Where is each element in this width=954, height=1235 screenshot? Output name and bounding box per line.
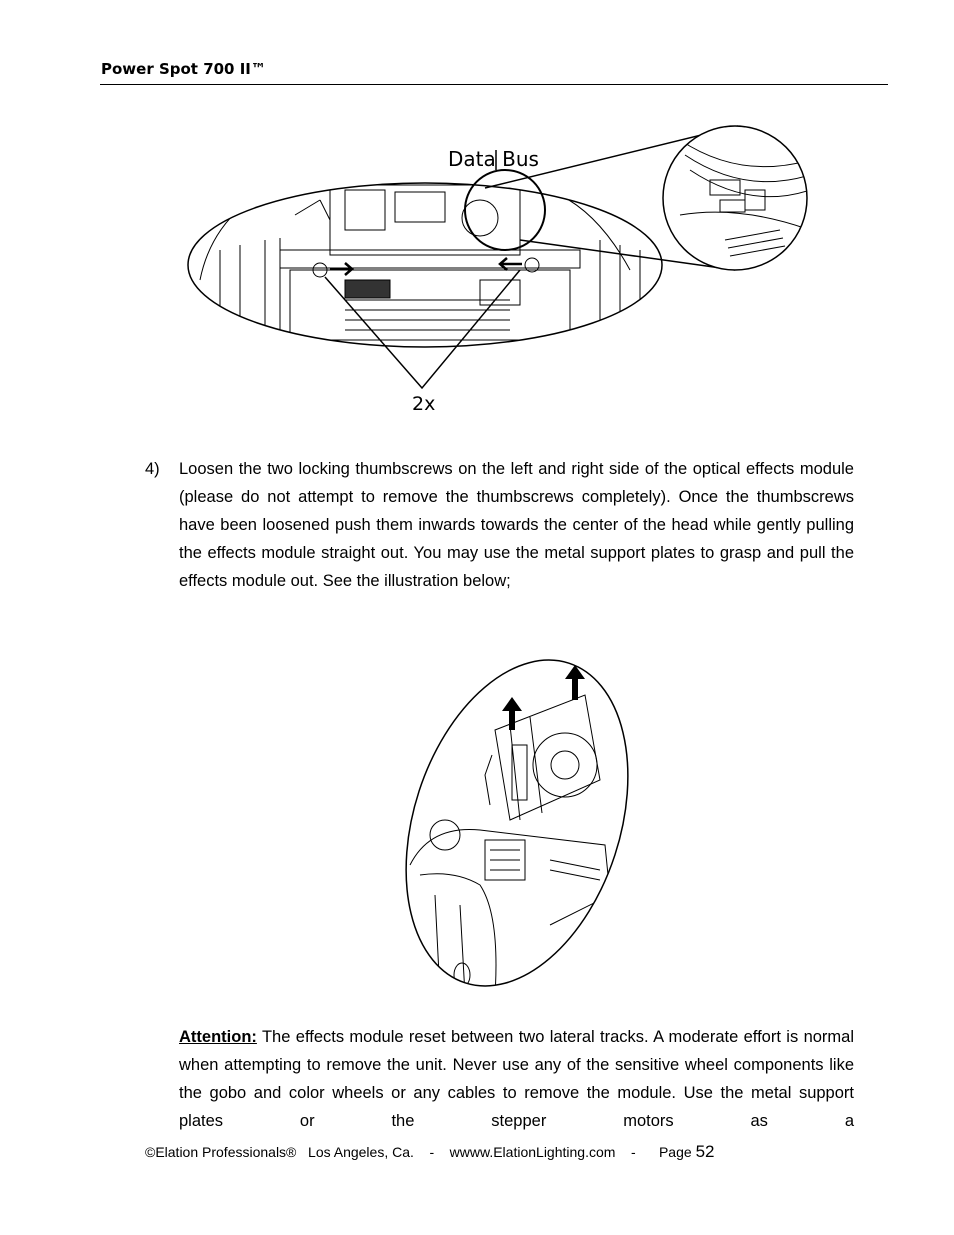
data-bus-label: Data Bus [448, 147, 539, 171]
head-internals-drawing [185, 180, 665, 350]
attention-text: The effects module reset between two lateral tracks. A moderate effort is normal when attempting to remove the unit. Never use any of the sensitive wheel components like the gobo and color wheels or any cables to remove the module. Use the metal support plates or the stepper motors as a [179, 1028, 854, 1130]
step-instructions: Loosen the two locking thumbscrews on the left and right side of the optical effects module (please do not attempt to remove the thumbscrews completely). Once the thumbscrews have been loosened push them inwards towards the center of the head while gently pulling the effects module straight out. You may use the metal support plates to grasp and pull the effects module out. See the illustration below; [179, 460, 854, 590]
page-number: 52 [695, 1142, 715, 1161]
quantity-2x-label: 2x [412, 393, 436, 415]
footer-text: ©Elation Professionals® Los Angeles, Ca. - wwww.ElationLighting.com - Page [145, 1144, 696, 1160]
page-footer [145, 1142, 714, 1162]
header-divider [100, 84, 888, 85]
step-number: 4) [145, 460, 160, 478]
data-bus-zoom-detail [660, 125, 810, 275]
document-title: Power Spot 700 II™ [101, 60, 266, 78]
attention-note [179, 1023, 854, 1135]
attention-label: Attention: [179, 1028, 257, 1046]
data-bus-illustration [180, 120, 820, 420]
effects-module-removal-illustration [400, 655, 635, 995]
